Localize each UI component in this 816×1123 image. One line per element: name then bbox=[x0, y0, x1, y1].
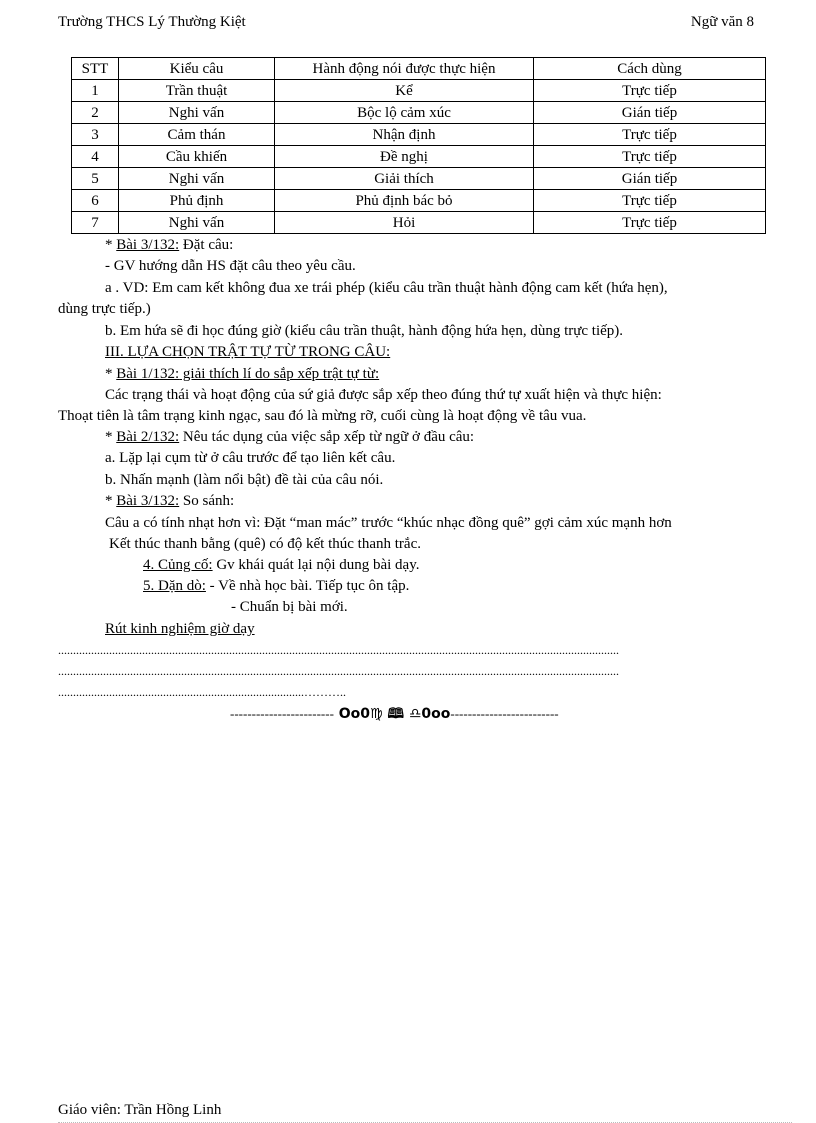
example-b-line: b. Em hứa sẽ đi học đúng giờ (kiểu câu trần thuật, hành động hứa hẹn, dùng trực tiếp). bbox=[105, 323, 624, 339]
cell-speech-act: Kể bbox=[275, 80, 534, 102]
separator-symbols: Oo0♍ 🕮 ♎0oo bbox=[333, 706, 451, 722]
review-dotted-line-2: ........................................................................................................................................................................................... bbox=[58, 664, 619, 678]
table-row bbox=[72, 212, 766, 234]
table-row bbox=[72, 190, 766, 212]
table-row bbox=[72, 124, 766, 146]
cell-stt: 4 bbox=[72, 146, 119, 168]
table-row bbox=[72, 102, 766, 124]
example-a-line2: dùng trực tiếp.) bbox=[58, 301, 151, 317]
cell-stt: 7 bbox=[72, 212, 119, 234]
cell-sentence-type: Nghi vấn bbox=[119, 168, 275, 190]
cell-stt: 6 bbox=[72, 190, 119, 212]
exercise-2-heading: * Bài 2/132: Nêu tác dụng của việc sắp xếp từ ngữ ở đầu câu: bbox=[105, 429, 475, 445]
exercise-1-heading: * Bài 1/132: giải thích lí do sắp xếp trật tự từ: bbox=[105, 366, 380, 382]
table-row bbox=[72, 80, 766, 102]
cell-sentence-type: Trần thuật bbox=[119, 80, 275, 102]
example-a-line1: a . VD: Em cam kết không đua xe trái phép (kiểu câu trần thuật hành động cam kết (hứa hẹn), bbox=[105, 280, 668, 296]
cell-speech-act: Nhận định bbox=[275, 124, 534, 146]
cell-speech-act: Đề nghị bbox=[275, 146, 534, 168]
ornamental-separator: ------------------------ Oo0♍ 🕮 ♎0oo------------------------- bbox=[230, 706, 559, 722]
answer-a-line: a. Lặp lại cụm từ ở câu trước để tạo liên kết câu. bbox=[105, 450, 396, 466]
lesson-review-heading: Rút kinh nghiệm giờ dạy bbox=[105, 621, 255, 637]
exercise-3b-heading: * Bài 3/132: So sánh: bbox=[105, 493, 235, 509]
cell-sentence-type: Nghi vấn bbox=[119, 212, 275, 234]
gv-guide-line: - GV hướng dẫn HS đặt câu theo yêu cầu. bbox=[105, 258, 356, 274]
cell-usage: Gián tiếp bbox=[534, 102, 766, 124]
cell-usage: Trực tiếp bbox=[534, 212, 766, 234]
table-row bbox=[72, 146, 766, 168]
explanation-line2: Thoạt tiên là tâm trạng kinh ngạc, sau đó là mừng rỡ, cuối cùng là hoạt động về tâu vua. bbox=[58, 408, 587, 424]
school-name: Trường THCS Lý Thường Kiệt bbox=[58, 14, 246, 30]
cell-speech-act: Hỏi bbox=[275, 212, 534, 234]
sentence-type-table bbox=[71, 57, 766, 234]
cell-usage: Trực tiếp bbox=[534, 80, 766, 102]
cell-usage: Trực tiếp bbox=[534, 124, 766, 146]
homework-line: 5. Dặn dò: - Về nhà học bài. Tiếp tục ôn tập. bbox=[143, 578, 410, 594]
comparison-line1: Câu a có tính nhạt hơn vì: Đặt “man mác” trước “khúc nhạc đồng quê” gợi cảm xúc mạnh hơn bbox=[105, 515, 672, 531]
cell-stt: 1 bbox=[72, 80, 119, 102]
cell-speech-act: Phủ định bác bỏ bbox=[275, 190, 534, 212]
cell-sentence-type: Nghi vấn bbox=[119, 102, 275, 124]
subject-name: Ngữ văn 8 bbox=[690, 14, 754, 30]
table-header-row bbox=[72, 58, 766, 80]
table-row bbox=[72, 168, 766, 190]
cell-sentence-type: Cầu khiến bbox=[119, 146, 275, 168]
cell-stt: 5 bbox=[72, 168, 119, 190]
cell-stt: 3 bbox=[72, 124, 119, 146]
consolidation-line: 4. Củng cố: Gv khái quát lại nội dung bài dạy. bbox=[143, 557, 420, 573]
comparison-line2: Kết thúc thanh bằng (quê) có độ kết thúc thanh trắc. bbox=[109, 536, 421, 552]
cell-sentence-type: Cảm thán bbox=[119, 124, 275, 146]
cell-speech-act: Giải thích bbox=[275, 168, 534, 190]
header-usage: Cách dùng bbox=[534, 58, 766, 80]
exercise-3-heading: * Bài 3/132: Đặt câu: bbox=[105, 237, 234, 253]
cell-usage: Gián tiếp bbox=[534, 168, 766, 190]
cell-speech-act: Bộc lộ cảm xúc bbox=[275, 102, 534, 124]
review-dotted-line-3: ..................................................................................……….. bbox=[58, 685, 346, 699]
cell-usage: Trực tiếp bbox=[534, 190, 766, 212]
prepare-lesson-line: - Chuẩn bị bài mới. bbox=[231, 599, 348, 615]
section-3-heading: III. LỰA CHỌN TRẬT TỰ TỪ TRONG CÂU: bbox=[105, 344, 391, 360]
header-sentence-type: Kiểu câu bbox=[119, 58, 275, 80]
cell-usage: Trực tiếp bbox=[534, 146, 766, 168]
answer-b-line: b. Nhấn mạnh (làm nổi bật) đề tài của câu nói. bbox=[105, 472, 384, 488]
header-stt: STT bbox=[72, 58, 119, 80]
header-speech-act: Hành động nói được thực hiện bbox=[275, 58, 534, 80]
teacher-name: Giáo viên: Trần Hồng Linh bbox=[58, 1102, 222, 1118]
review-dotted-line-1: ........................................................................................................................................................................................... bbox=[58, 643, 619, 657]
cell-sentence-type: Phủ định bbox=[119, 190, 275, 212]
cell-stt: 2 bbox=[72, 102, 119, 124]
explanation-line1: Các trạng thái và hoạt động của sứ giả được sắp xếp theo đúng thứ tự xuất hiện và thực hiện: bbox=[105, 387, 662, 403]
